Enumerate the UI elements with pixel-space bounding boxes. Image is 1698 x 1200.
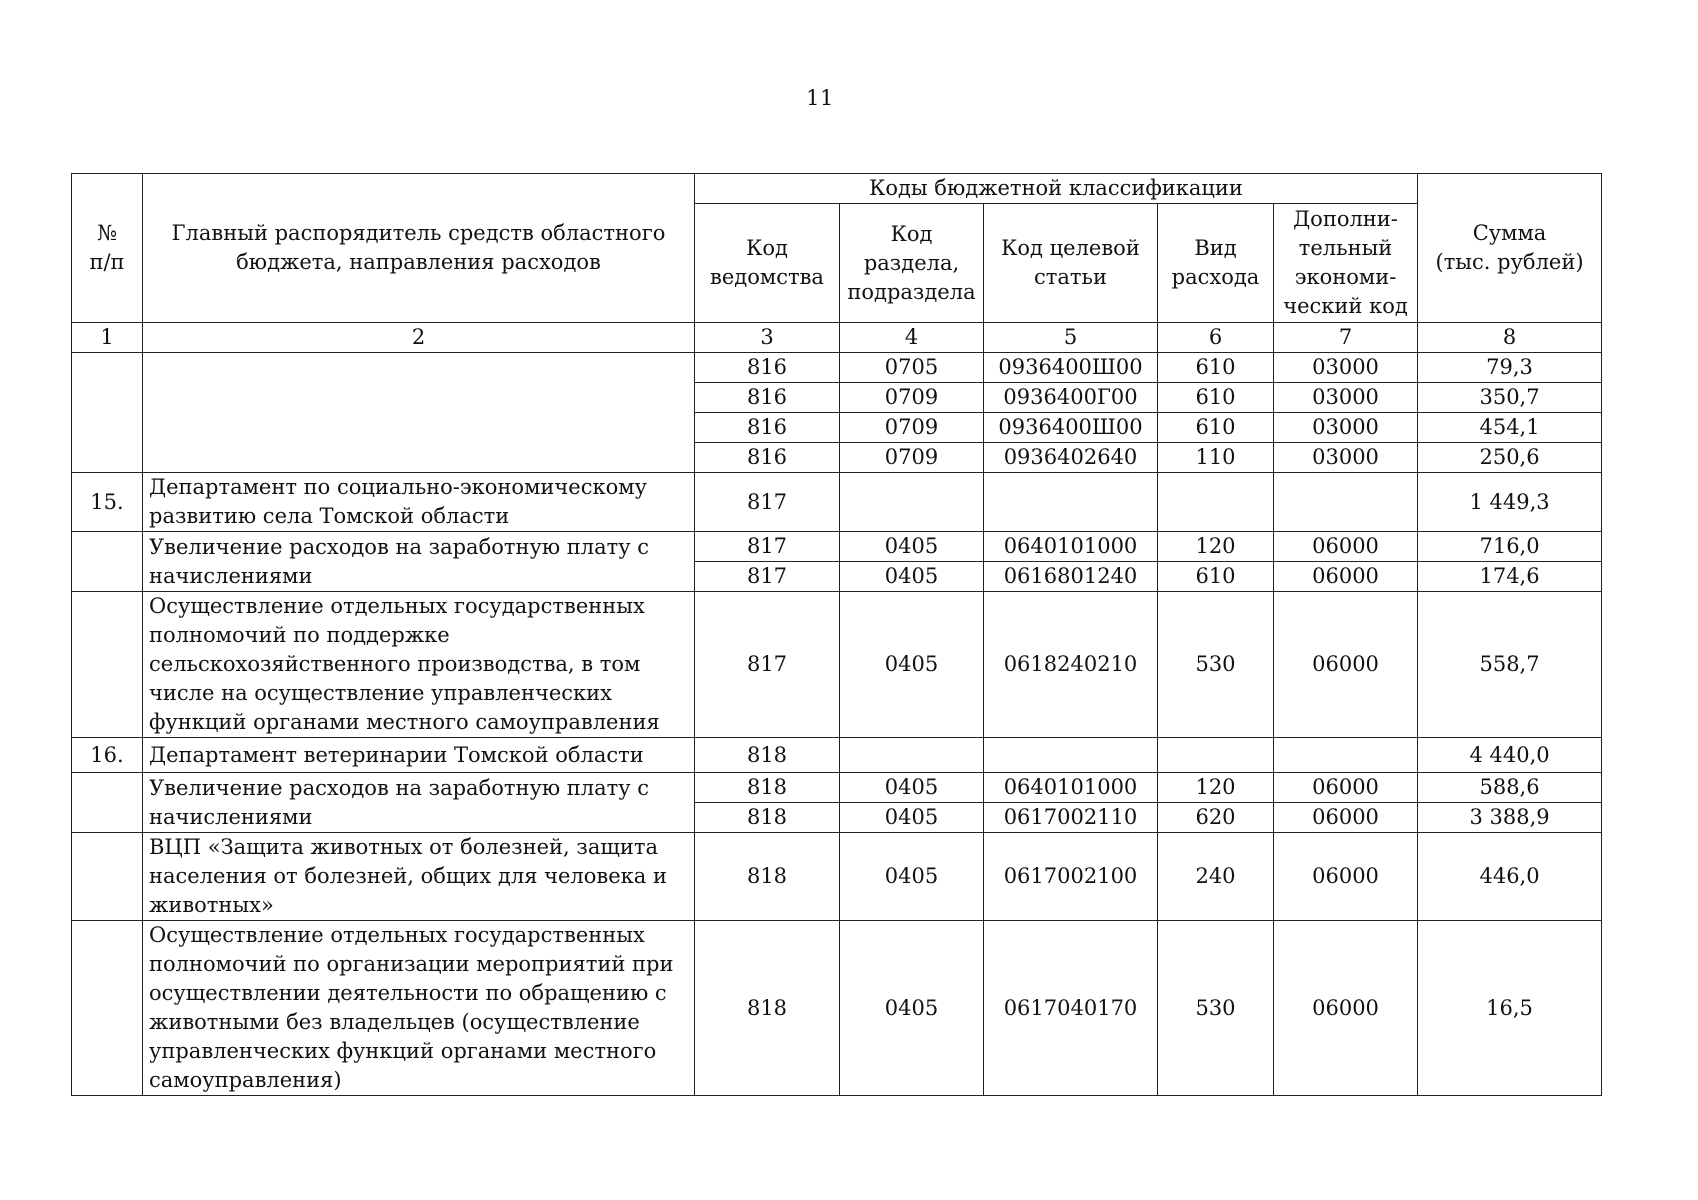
target-code-cell: 0617040170 xyxy=(984,921,1158,1096)
row-description: Департамент ветеринарии Томской области xyxy=(143,738,695,773)
header-target-code: Код целевой статьи xyxy=(984,204,1158,323)
amount-cell: 716,0 xyxy=(1418,532,1602,562)
row-number xyxy=(72,833,143,921)
target-code-cell: 0936400Ш00 xyxy=(984,353,1158,383)
budget-table xyxy=(71,173,1602,1096)
table-row xyxy=(72,353,1602,383)
expense-type-cell: 610 xyxy=(1158,413,1274,443)
table-row xyxy=(72,921,1602,1096)
row-number xyxy=(72,532,143,592)
amount-cell: 588,6 xyxy=(1418,773,1602,803)
dept-code-cell: 818 xyxy=(695,803,840,833)
row-number xyxy=(72,353,143,473)
row-description: Осуществление отдельных государственных полномочий по поддержке сельскохозяйственного производства, в том числе на осуществление управленческих функций органами местного самоуправления xyxy=(143,592,695,738)
column-number: 8 xyxy=(1418,323,1602,353)
column-number: 7 xyxy=(1274,323,1418,353)
row-description: Увеличение расходов на заработную плату с начислениями xyxy=(143,773,695,833)
target-code-cell: 0618240210 xyxy=(984,592,1158,738)
dept-code-cell: 816 xyxy=(695,383,840,413)
column-number: 5 xyxy=(984,323,1158,353)
section-code-cell: 0709 xyxy=(840,413,984,443)
amount-cell: 79,3 xyxy=(1418,353,1602,383)
target-code-cell: 0617002100 xyxy=(984,833,1158,921)
row-description: Увеличение расходов на заработную плату с начислениями xyxy=(143,532,695,592)
dept-code-cell: 818 xyxy=(695,773,840,803)
column-numbers-row xyxy=(72,323,1602,353)
header-row-1 xyxy=(72,174,1602,204)
header-economic-code: Дополни- тельный экономи- ческий код xyxy=(1274,204,1418,323)
target-code-cell: 0616801240 xyxy=(984,562,1158,592)
dept-code-cell: 816 xyxy=(695,353,840,383)
row-description: Осуществление отдельных государственных полномочий по организации мероприятий при осуществлении деятельности по обращению с животными без владельцев (осуществление управленческих функций органами местного самоуправления) xyxy=(143,921,695,1096)
amount-cell: 16,5 xyxy=(1418,921,1602,1096)
dept-code-cell: 817 xyxy=(695,562,840,592)
column-number: 4 xyxy=(840,323,984,353)
header-recipient: Главный распорядитель средств областного бюджета, направления расходов xyxy=(143,174,695,323)
section-code-cell: 0405 xyxy=(840,773,984,803)
amount-cell: 446,0 xyxy=(1418,833,1602,921)
column-number: 3 xyxy=(695,323,840,353)
header-expense-type: Вид расхода xyxy=(1158,204,1274,323)
section-code-cell xyxy=(840,738,984,773)
target-code-cell: 0936402640 xyxy=(984,443,1158,473)
expense-type-cell xyxy=(1158,473,1274,532)
dept-code-cell: 816 xyxy=(695,443,840,473)
expense-type-cell: 610 xyxy=(1158,353,1274,383)
section-code-cell: 0405 xyxy=(840,833,984,921)
row-description xyxy=(143,353,695,473)
table-row-section-16 xyxy=(72,738,1602,773)
dept-code-cell: 818 xyxy=(695,921,840,1096)
section-code-cell: 0405 xyxy=(840,803,984,833)
section-code-cell: 0709 xyxy=(840,383,984,413)
amount-cell: 174,6 xyxy=(1418,562,1602,592)
economic-code-cell: 03000 xyxy=(1274,413,1418,443)
economic-code-cell: 06000 xyxy=(1274,803,1418,833)
amount-cell: 250,6 xyxy=(1418,443,1602,473)
row-number xyxy=(72,592,143,738)
economic-code-cell: 06000 xyxy=(1274,562,1418,592)
economic-code-cell xyxy=(1274,738,1418,773)
table-row xyxy=(72,833,1602,921)
amount-cell: 1 449,3 xyxy=(1418,473,1602,532)
table-row-section-15 xyxy=(72,473,1602,532)
table-row xyxy=(72,592,1602,738)
economic-code-cell: 06000 xyxy=(1274,532,1418,562)
column-number: 6 xyxy=(1158,323,1274,353)
expense-type-cell: 610 xyxy=(1158,383,1274,413)
target-code-cell: 0936400Г00 xyxy=(984,383,1158,413)
row-number xyxy=(72,921,143,1096)
row-number: 16. xyxy=(72,738,143,773)
dept-code-cell: 817 xyxy=(695,532,840,562)
section-code-cell: 0709 xyxy=(840,443,984,473)
amount-cell: 350,7 xyxy=(1418,383,1602,413)
amount-cell: 3 388,9 xyxy=(1418,803,1602,833)
amount-cell: 4 440,0 xyxy=(1418,738,1602,773)
dept-code-cell: 817 xyxy=(695,473,840,532)
amount-cell: 454,1 xyxy=(1418,413,1602,443)
section-code-cell: 0705 xyxy=(840,353,984,383)
row-description: Департамент по социально-экономическому развитию села Томской области xyxy=(143,473,695,532)
header-codes-group: Коды бюджетной классификации xyxy=(695,174,1418,204)
column-number: 1 xyxy=(72,323,143,353)
section-code-cell: 0405 xyxy=(840,562,984,592)
table-row xyxy=(72,532,1602,562)
page-number: 11 xyxy=(806,86,834,110)
header-dept-code: Код ведомства xyxy=(695,204,840,323)
table-row xyxy=(72,773,1602,803)
economic-code-cell xyxy=(1274,473,1418,532)
expense-type-cell: 530 xyxy=(1158,921,1274,1096)
economic-code-cell: 06000 xyxy=(1274,833,1418,921)
economic-code-cell: 03000 xyxy=(1274,383,1418,413)
expense-type-cell: 240 xyxy=(1158,833,1274,921)
target-code-cell: 0617002110 xyxy=(984,803,1158,833)
expense-type-cell: 110 xyxy=(1158,443,1274,473)
dept-code-cell: 816 xyxy=(695,413,840,443)
target-code-cell: 0640101000 xyxy=(984,532,1158,562)
column-number: 2 xyxy=(143,323,695,353)
header-section-code: Код раздела, подраздела xyxy=(840,204,984,323)
economic-code-cell: 03000 xyxy=(1274,443,1418,473)
section-code-cell: 0405 xyxy=(840,921,984,1096)
section-code-cell: 0405 xyxy=(840,532,984,562)
economic-code-cell: 06000 xyxy=(1274,773,1418,803)
header-amount: Сумма (тыс. рублей) xyxy=(1418,174,1602,323)
row-number xyxy=(72,773,143,833)
expense-type-cell xyxy=(1158,738,1274,773)
header-number: № п/п xyxy=(72,174,143,323)
economic-code-cell: 03000 xyxy=(1274,353,1418,383)
amount-cell: 558,7 xyxy=(1418,592,1602,738)
dept-code-cell: 818 xyxy=(695,833,840,921)
target-code-cell xyxy=(984,738,1158,773)
economic-code-cell: 06000 xyxy=(1274,921,1418,1096)
expense-type-cell: 120 xyxy=(1158,532,1274,562)
row-number: 15. xyxy=(72,473,143,532)
section-code-cell xyxy=(840,473,984,532)
expense-type-cell: 120 xyxy=(1158,773,1274,803)
target-code-cell: 0936400Ш00 xyxy=(984,413,1158,443)
dept-code-cell: 817 xyxy=(695,592,840,738)
row-description: ВЦП «Защита животных от болезней, защита населения от болезней, общих для человека и животных» xyxy=(143,833,695,921)
expense-type-cell: 530 xyxy=(1158,592,1274,738)
section-code-cell: 0405 xyxy=(840,592,984,738)
economic-code-cell: 06000 xyxy=(1274,592,1418,738)
dept-code-cell: 818 xyxy=(695,738,840,773)
expense-type-cell: 610 xyxy=(1158,562,1274,592)
expense-type-cell: 620 xyxy=(1158,803,1274,833)
target-code-cell: 0640101000 xyxy=(984,773,1158,803)
target-code-cell xyxy=(984,473,1158,532)
